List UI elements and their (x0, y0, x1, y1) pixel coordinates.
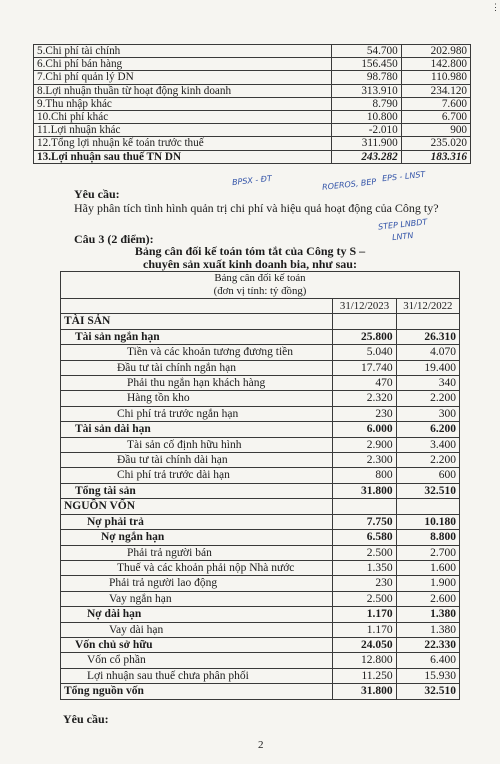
header-title: Bảng cân đối kế toán (214, 272, 306, 284)
row-value-2022: 183.316 (401, 150, 470, 163)
balance-sheet-subtitle: chuyên sản xuất kinh doanh bia, như sau: (143, 257, 357, 271)
table-row (61, 684, 460, 699)
row-label: Tài sản dài hạn (61, 422, 333, 437)
row-value-2022: 6.400 (396, 653, 459, 668)
row-label: Lợi nhuận sau thuế chưa phân phối (61, 668, 333, 683)
row-value-2022: 6.700 (401, 111, 470, 124)
row-value-2023: 1.170 (333, 607, 396, 622)
table-row (61, 468, 460, 483)
row-label: 7.Chi phí quản lý DN (34, 71, 332, 84)
table-row (61, 637, 460, 652)
row-label: Phải thu ngắn hạn khách hàng (61, 376, 333, 391)
row-value-2023: 2.900 (333, 437, 396, 452)
row-value-2022: 32.510 (396, 684, 459, 699)
row-value-2023: 31.800 (333, 684, 396, 699)
row-value-2022: 600 (396, 468, 459, 483)
table-row (61, 437, 460, 452)
row-value-2022: 22.330 (396, 637, 459, 652)
row-label: Nợ phải trả (61, 514, 333, 529)
row-label: Hàng tồn kho (61, 391, 333, 406)
table-header-row (61, 272, 460, 299)
table-row (61, 622, 460, 637)
table-row (61, 376, 460, 391)
row-label: 8.Lợi nhuận thuần từ hoạt động kinh doanh (34, 84, 332, 97)
row-value-2023: 1.350 (333, 560, 396, 575)
row-value-2022: 142.800 (401, 58, 470, 71)
row-label: Phải trả người bán (61, 545, 333, 560)
row-value-2023: 11.250 (333, 668, 396, 683)
row-value-2022: 7.600 (401, 97, 470, 110)
header-cell (61, 272, 460, 299)
handwritten-note: LNTN (391, 230, 414, 243)
row-value-2022 (396, 499, 459, 514)
requirement-heading-2: Yêu cầu: (63, 712, 109, 726)
row-value-2023: 24.050 (333, 637, 396, 652)
row-value-2023: 6.000 (333, 422, 396, 437)
table-row (61, 499, 460, 514)
table-row (61, 391, 460, 406)
table-row (61, 560, 460, 575)
row-label: TÀI SẢN (61, 314, 333, 329)
row-value-2022: 235.020 (401, 137, 470, 150)
row-value-2022: 110.980 (401, 71, 470, 84)
table-row (61, 483, 460, 498)
row-value-2022: 1.380 (396, 622, 459, 637)
row-label: Tiền và các khoản tương đương tiền (61, 345, 333, 360)
table-row (61, 668, 460, 683)
question-heading: Câu 3 (2 điểm): (74, 232, 154, 246)
handwritten-note: STEP LNBDT (377, 217, 428, 232)
row-label: Chi phí trả trước dài hạn (61, 468, 333, 483)
row-label: Vay dài hạn (61, 622, 333, 637)
row-label: Vay ngắn hạn (61, 591, 333, 606)
table-row (34, 84, 471, 97)
row-value-2023: 243.282 (332, 150, 401, 163)
requirement-text: Hãy phân tích tình hình quản trị chi phí và hiệu quả hoạt động của Công ty? (74, 201, 439, 215)
table-row (61, 314, 460, 329)
row-value-2022: 1.600 (396, 560, 459, 575)
row-label: 10.Chi phí khác (34, 111, 332, 124)
handwritten-note: ROEROS, BEP (321, 177, 377, 192)
table-row (34, 124, 471, 137)
row-value-2023: 17.740 (333, 360, 396, 375)
row-value-2023: 2.500 (333, 591, 396, 606)
row-label: 5.Chi phí tài chính (34, 45, 332, 58)
row-value-2022: 1.380 (396, 607, 459, 622)
row-label: Tổng tài sản (61, 483, 333, 498)
row-label: 13.Lợi nhuận sau thuế TN DN (34, 150, 332, 163)
row-value-2022: 15.930 (396, 668, 459, 683)
row-value-2023 (333, 499, 396, 514)
row-label: NGUỒN VỐN (61, 499, 333, 514)
requirement-heading: Yêu cầu: (74, 187, 120, 201)
table-row (61, 360, 460, 375)
page-number: 2 (258, 739, 264, 751)
row-value-2023: 7.750 (333, 514, 396, 529)
row-label: Phải trả người lao động (61, 576, 333, 591)
balance-sheet-table (60, 271, 460, 700)
row-value-2022: 234.120 (401, 84, 470, 97)
table-row (34, 111, 471, 124)
table-row (61, 329, 460, 344)
row-value-2023: 311.900 (332, 137, 401, 150)
row-value-2023: 2.320 (333, 391, 396, 406)
row-value-2023: 98.780 (332, 71, 401, 84)
table-header-row (61, 299, 460, 314)
row-value-2023: 10.800 (332, 111, 401, 124)
header-blank (61, 299, 333, 314)
row-value-2022: 900 (401, 124, 470, 137)
row-value-2022: 2.600 (396, 591, 459, 606)
table-row (61, 653, 460, 668)
row-value-2022: 6.200 (396, 422, 459, 437)
row-label: Nợ ngắn hạn (61, 530, 333, 545)
row-value-2022: 202.980 (401, 45, 470, 58)
row-value-2022: 1.900 (396, 576, 459, 591)
table-row (61, 576, 460, 591)
header-col-2022: 31/12/2022 (396, 299, 459, 314)
income-table (33, 44, 471, 164)
table-row (61, 422, 460, 437)
row-value-2022: 10.180 (396, 514, 459, 529)
row-value-2022: 300 (396, 406, 459, 421)
row-value-2022: 2.200 (396, 453, 459, 468)
row-value-2022 (396, 314, 459, 329)
row-label: 11.Lợi nhuận khác (34, 124, 332, 137)
row-value-2023: 2.300 (333, 453, 396, 468)
table-row (34, 150, 471, 163)
row-value-2022: 2.700 (396, 545, 459, 560)
row-value-2023: 230 (333, 406, 396, 421)
table-row (61, 545, 460, 560)
table-row (34, 97, 471, 110)
row-value-2023: 6.580 (333, 530, 396, 545)
row-value-2022: 3.400 (396, 437, 459, 452)
table-row (61, 514, 460, 529)
row-value-2022: 2.200 (396, 391, 459, 406)
row-label: 12.Tổng lợi nhuận kế toán trước thuế (34, 137, 332, 150)
row-value-2022: 8.800 (396, 530, 459, 545)
table-row (34, 71, 471, 84)
row-value-2023: 313.910 (332, 84, 401, 97)
handwritten-note: EPS - LNST (381, 169, 426, 184)
row-value-2023: 54.700 (332, 45, 401, 58)
row-label: Tổng nguồn vốn (61, 684, 333, 699)
table-row (61, 607, 460, 622)
corner-mark: ⋮ (491, 2, 500, 12)
row-label: Chi phí trả trước ngắn hạn (61, 406, 333, 421)
row-value-2023: 5.040 (333, 345, 396, 360)
row-value-2023: 800 (333, 468, 396, 483)
row-value-2022: 32.510 (396, 483, 459, 498)
row-value-2023: 1.170 (333, 622, 396, 637)
row-value-2022: 4.070 (396, 345, 459, 360)
row-label: 6.Chi phí bán hàng (34, 58, 332, 71)
table-row (61, 591, 460, 606)
header-unit: (đơn vị tính: tỷ đồng) (213, 285, 307, 297)
row-value-2022: 26.310 (396, 329, 459, 344)
row-value-2023: 156.450 (332, 58, 401, 71)
row-value-2023: 12.800 (333, 653, 396, 668)
row-label: Đầu tư tài chính dài hạn (61, 453, 333, 468)
row-value-2023: 470 (333, 376, 396, 391)
row-label: 9.Thu nhập khác (34, 97, 332, 110)
row-value-2023: -2.010 (332, 124, 401, 137)
table-row (34, 45, 471, 58)
row-value-2022: 19.400 (396, 360, 459, 375)
balance-sheet-title: Bảng cân đối kế toán tóm tắt của Công ty S – (134, 244, 366, 258)
table-row (61, 406, 460, 421)
handwritten-note: BPSX - ĐT (231, 173, 273, 188)
row-label: Thuế và các khoản phải nộp Nhà nước (61, 560, 333, 575)
table-row (61, 453, 460, 468)
row-value-2023 (333, 314, 396, 329)
row-value-2022: 340 (396, 376, 459, 391)
row-label: Tài sản cố định hữu hình (61, 437, 333, 452)
row-label: Nợ dài hạn (61, 607, 333, 622)
row-value-2023: 25.800 (333, 329, 396, 344)
row-label: Đầu tư tài chính ngắn hạn (61, 360, 333, 375)
row-value-2023: 230 (333, 576, 396, 591)
table-row (34, 137, 471, 150)
table-row (34, 58, 471, 71)
row-value-2023: 8.790 (332, 97, 401, 110)
table-row (61, 530, 460, 545)
row-label: Tài sản ngắn hạn (61, 329, 333, 344)
header-col-2023: 31/12/2023 (333, 299, 396, 314)
row-label: Vốn chủ sở hữu (61, 637, 333, 652)
table-row (61, 345, 460, 360)
row-value-2023: 31.800 (333, 483, 396, 498)
row-label: Vốn cổ phần (61, 653, 333, 668)
row-value-2023: 2.500 (333, 545, 396, 560)
